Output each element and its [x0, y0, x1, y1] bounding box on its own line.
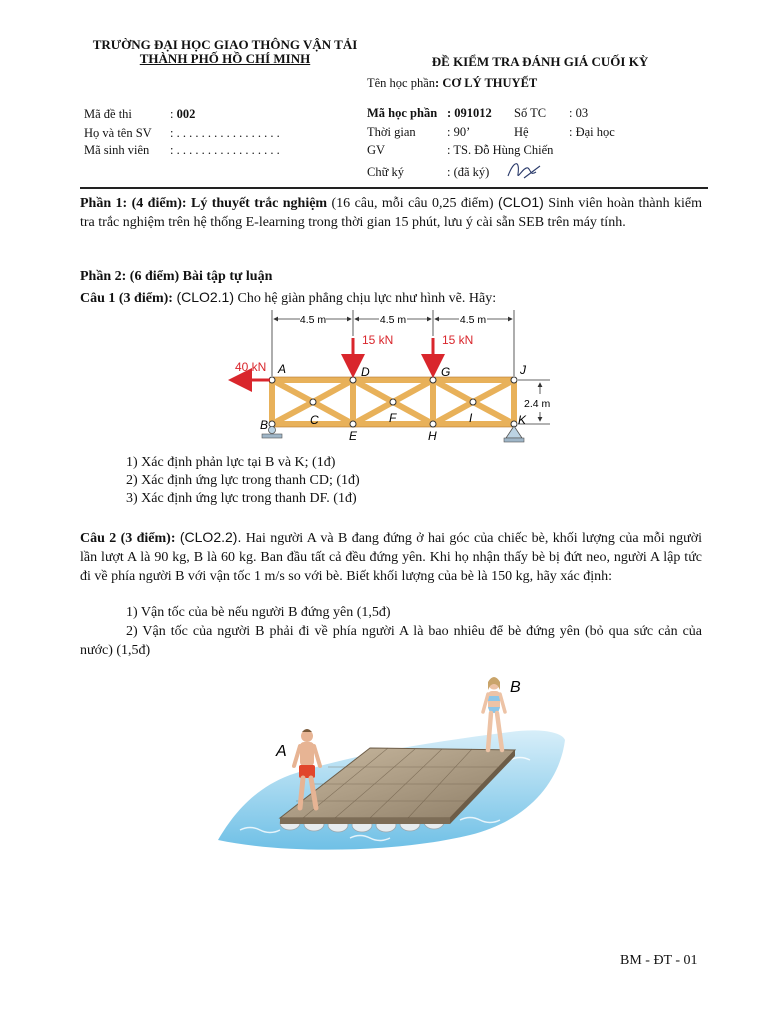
credits-value: : 03 [569, 106, 589, 120]
course-label: Tên học phần [367, 76, 436, 90]
part2-title: Phần 2: (6 điểm) Bài tập tự luận [80, 269, 273, 284]
student-id-value: : . . . . . . . . . . . . . . . . . [170, 143, 280, 157]
node-label-e: E [349, 429, 358, 443]
dimension-lines [272, 310, 550, 424]
q1-item-2: 2) Xác định ứng lực trong thanh CD; (1đ) [126, 473, 360, 488]
truss-diagram [228, 306, 568, 452]
q1-item-1: 1) Xác định phản lực tại B và K; (1đ) [126, 455, 336, 470]
load-label-40kn: 40 kN [235, 360, 267, 374]
dimension-label-1: 4.5 m [299, 314, 327, 326]
dimension-label-3: 4.5 m [459, 314, 487, 326]
raft-illustration [210, 670, 570, 855]
q2-text: Hai người A và B đang đứng ở hai góc của chiếc bè, khối lượng của mỗi người lần lượt A là 90 kg, B là 60 kg. Ban đầu tất cả đều đứng yên. Khi họ nhận thấy bè bị đứt neo, người A lập tức đi về phía người B với vận tốc 1 m/s so với bè. Biết khối lượng của bè là 150 kg, hãy xác định: [80, 531, 703, 584]
node-label-c: C [310, 413, 319, 427]
q1-item-3: 3) Xác định ứng lực trong thanh DF. (1đ) [126, 491, 357, 506]
handwritten-signature [504, 156, 544, 184]
node-label-g: G [441, 365, 451, 379]
part1-paragraph [80, 193, 702, 232]
support-k [504, 426, 524, 442]
node-label-f: F [389, 411, 397, 425]
q1-heading [80, 288, 702, 308]
code-label: Mã đề thi [84, 107, 132, 121]
part1-text: Sinh viên hoàn thành kiểm tra trắc nghiệm trên hệ thống E-learning trong thời gian 15 phút, lưu ý cài sẵn SEB trên máy tính. [80, 196, 702, 230]
time-value: : 90’ [447, 125, 471, 139]
q2-clo: (CLO2.2). [179, 529, 242, 545]
dimension-label-2: 4.5 m [379, 314, 407, 326]
q2-item-2: 2) Vận tốc của người B phải đi về phía người A là bao nhiêu để bè đứng yên (bỏ qua sức cản của nước) (1,5đ) [80, 624, 702, 658]
lecturer-value: : TS. Đỗ Hùng Chiến [447, 143, 554, 157]
course-code-label: Mã học phần [367, 106, 438, 120]
code-value: 002 [176, 107, 196, 121]
node-label-i: I [469, 411, 473, 425]
signature-label: Chữ ký [367, 165, 404, 179]
person-b-label: B [510, 679, 521, 696]
school-line-2: THÀNH PHỐ HỒ CHÍ MINH [139, 51, 311, 66]
form-code: BM - ĐT - 01 [620, 953, 698, 968]
course-value: : CƠ LÝ THUYẾT [435, 76, 538, 90]
part1-clo: (CLO1) [497, 194, 544, 210]
student-name-value: : . . . . . . . . . . . . . . . . . [170, 126, 280, 140]
header-divider [80, 187, 708, 189]
lecturer-label: GV [367, 143, 386, 157]
credits-label: Số TC [514, 106, 547, 120]
part1-title: Phần 1: (4 điểm): Lý thuyết trắc nghiệm [80, 196, 328, 211]
signature-value: : (đã ký) [447, 165, 490, 179]
person-a-label: A [276, 743, 287, 760]
load-label-d: 15 kN [362, 333, 394, 347]
node-label-b: B [260, 418, 269, 432]
time-label: Thời gian [367, 125, 416, 139]
part1-sub: (16 câu, mỗi câu 0,25 điểm) [327, 196, 498, 211]
level-value: : Đại học [569, 125, 615, 139]
level-label: Hệ [514, 125, 529, 139]
code-value-row: : 002 [170, 107, 196, 121]
q2-label: Câu 2 (3 điểm): [80, 531, 176, 546]
node-label-a: A [278, 362, 287, 376]
q1-text: Cho hệ giàn phẳng chịu lực như hình vẽ. Hãy: [234, 291, 497, 306]
q2-paragraph [80, 528, 702, 586]
school-line-1: TRƯỜNG ĐẠI HỌC GIAO THÔNG VẬN TẢI [92, 37, 358, 52]
node-label-d: D [361, 365, 370, 379]
node-label-k: K [518, 413, 527, 427]
q1-clo: (CLO2.1) [176, 289, 235, 305]
school-name [80, 38, 370, 66]
q2-item-1: 1) Vận tốc của bè nếu người B đứng yên (1,5đ) [126, 605, 391, 620]
exam-title: ĐỀ KIỂM TRA ĐÁNH GIÁ CUỐI KỲ [431, 54, 649, 69]
load-label-g: 15 kN [442, 333, 474, 347]
student-name-label: Họ và tên SV [84, 126, 152, 140]
height-label: 2.4 m [524, 398, 551, 410]
q1-label: Câu 1 (3 điểm): [80, 291, 173, 306]
course-name-row [367, 76, 537, 91]
node-label-j: J [520, 363, 526, 377]
node-label-h: H [428, 429, 437, 443]
student-id-label: Mã sinh viên [84, 143, 150, 157]
course-code-value: : 091012 [447, 106, 492, 120]
